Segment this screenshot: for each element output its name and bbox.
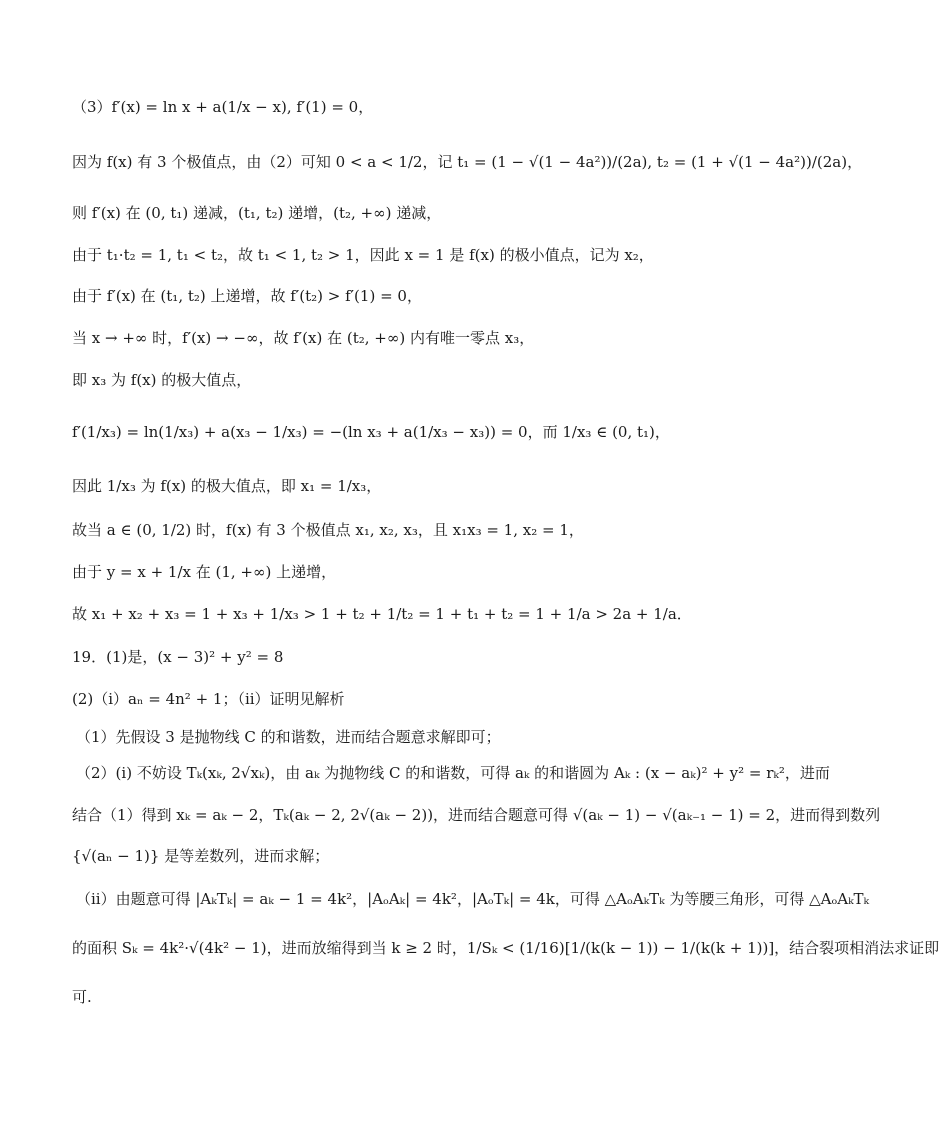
text-line-l12: 故 x₁ + x₂ + x₃ = 1 + x₃ + 1/x₃ > 1 + t₂ + 1/t₂ = 1 + t₁ + t₂ = 1 + 1/a > 2a + 1/a． xyxy=(72,605,692,623)
text-line-l10: 故当 a ∈ (0, 1/2) 时，f(x) 有 3 个极值点 x₁, x₂, x₃，且 x₁x₃ = 1, x₂ = 1， xyxy=(72,521,584,539)
text-line-l11: 由于 y = x + 1/x 在 (1, +∞) 上递增， xyxy=(72,563,337,581)
text-line-l06: 当 x → +∞ 时，f′(x) → −∞，故 f′(x) 在 (t₂, +∞) 内有唯一零点 x₃， xyxy=(72,329,535,347)
text-line-l05: 由于 f′(x) 在 (t₁, t₂) 上递增，故 f′(t₂) > f′(1) = 0， xyxy=(72,287,422,305)
text-line-l07: 即 x₃ 为 f(x) 的极大值点， xyxy=(72,371,252,389)
text-line-l20: 的面积 Sₖ = 4k²·√(4k² − 1)，进而放缩得到当 k ≥ 2 时，1/Sₖ < (1/16)[1/(k(k − 1)) − 1/(k(k + 1))]，结合裂项相消法求证即 xyxy=(72,939,939,957)
text-line-l16: （2）(i) 不妨设 Tₖ(xₖ, 2√xₖ)，由 aₖ 为抛物线 C 的和谐数，可得 aₖ 的和谐圆为 Aₖ : (x − aₖ)² + y² = rₖ²，进而 xyxy=(76,764,830,782)
text-line-l08: f′(1/x₃) = ln(1/x₃) + a(x₃ − 1/x₃) = −(ln x₃ + a(1/x₃ − x₃)) = 0，而 1/x₃ ∈ (0, t₁)， xyxy=(72,423,670,441)
text-line-l19: （ii）由题意可得 |AₖTₖ| = aₖ − 1 = 4k²，|AₒAₖ| = 4k²，|AₒTₖ| = 4k，可得 △AₒAₖTₖ 为等腰三角形，可得 △AₒAₖTₖ xyxy=(76,890,870,908)
text-line-l21: 可. xyxy=(72,988,92,1006)
text-line-l09: 因此 1/x₃ 为 f(x) 的极大值点，即 x₁ = 1/x₃， xyxy=(72,477,382,495)
text-line-l15: （1）先假设 3 是抛物线 C 的和谐数，进而结合题意求解即可； xyxy=(76,728,501,746)
text-line-l02: 因为 f(x) 有 3 个极值点，由（2）可知 0 < a < 1/2，记 t₁ = (1 − √(1 − 4a²))/(2a), t₂ = (1 + √(1 − 4a²))/(2a)， xyxy=(72,153,863,171)
text-line-l01: （3）f′(x) = ln x + a(1/x − x), f′(1) = 0， xyxy=(72,98,374,116)
text-line-l04: 由于 t₁·t₂ = 1, t₁ < t₂，故 t₁ < 1, t₂ > 1，因此 x = 1 是 f(x) 的极小值点，记为 x₂， xyxy=(72,246,654,264)
text-line-l17: 结合（1）得到 xₖ = aₖ − 2，Tₖ(aₖ − 2, 2√(aₖ − 2))，进而结合题意可得 √(aₖ − 1) − √(aₖ₋₁ − 1) = 2，进而得到数列 xyxy=(72,806,881,824)
text-line-l14: (2)（i）aₙ = 4n² + 1；（ii）证明见解析 xyxy=(72,690,345,708)
text-line-l18: {√(aₙ − 1)} 是等差数列，进而求解； xyxy=(72,847,330,865)
text-line-l03: 则 f′(x) 在 (0, t₁) 递减，(t₁, t₂) 递增，(t₂, +∞) 递减， xyxy=(72,204,442,222)
text-line-l13: 19．(1)是，(x − 3)² + y² = 8 xyxy=(72,648,284,666)
